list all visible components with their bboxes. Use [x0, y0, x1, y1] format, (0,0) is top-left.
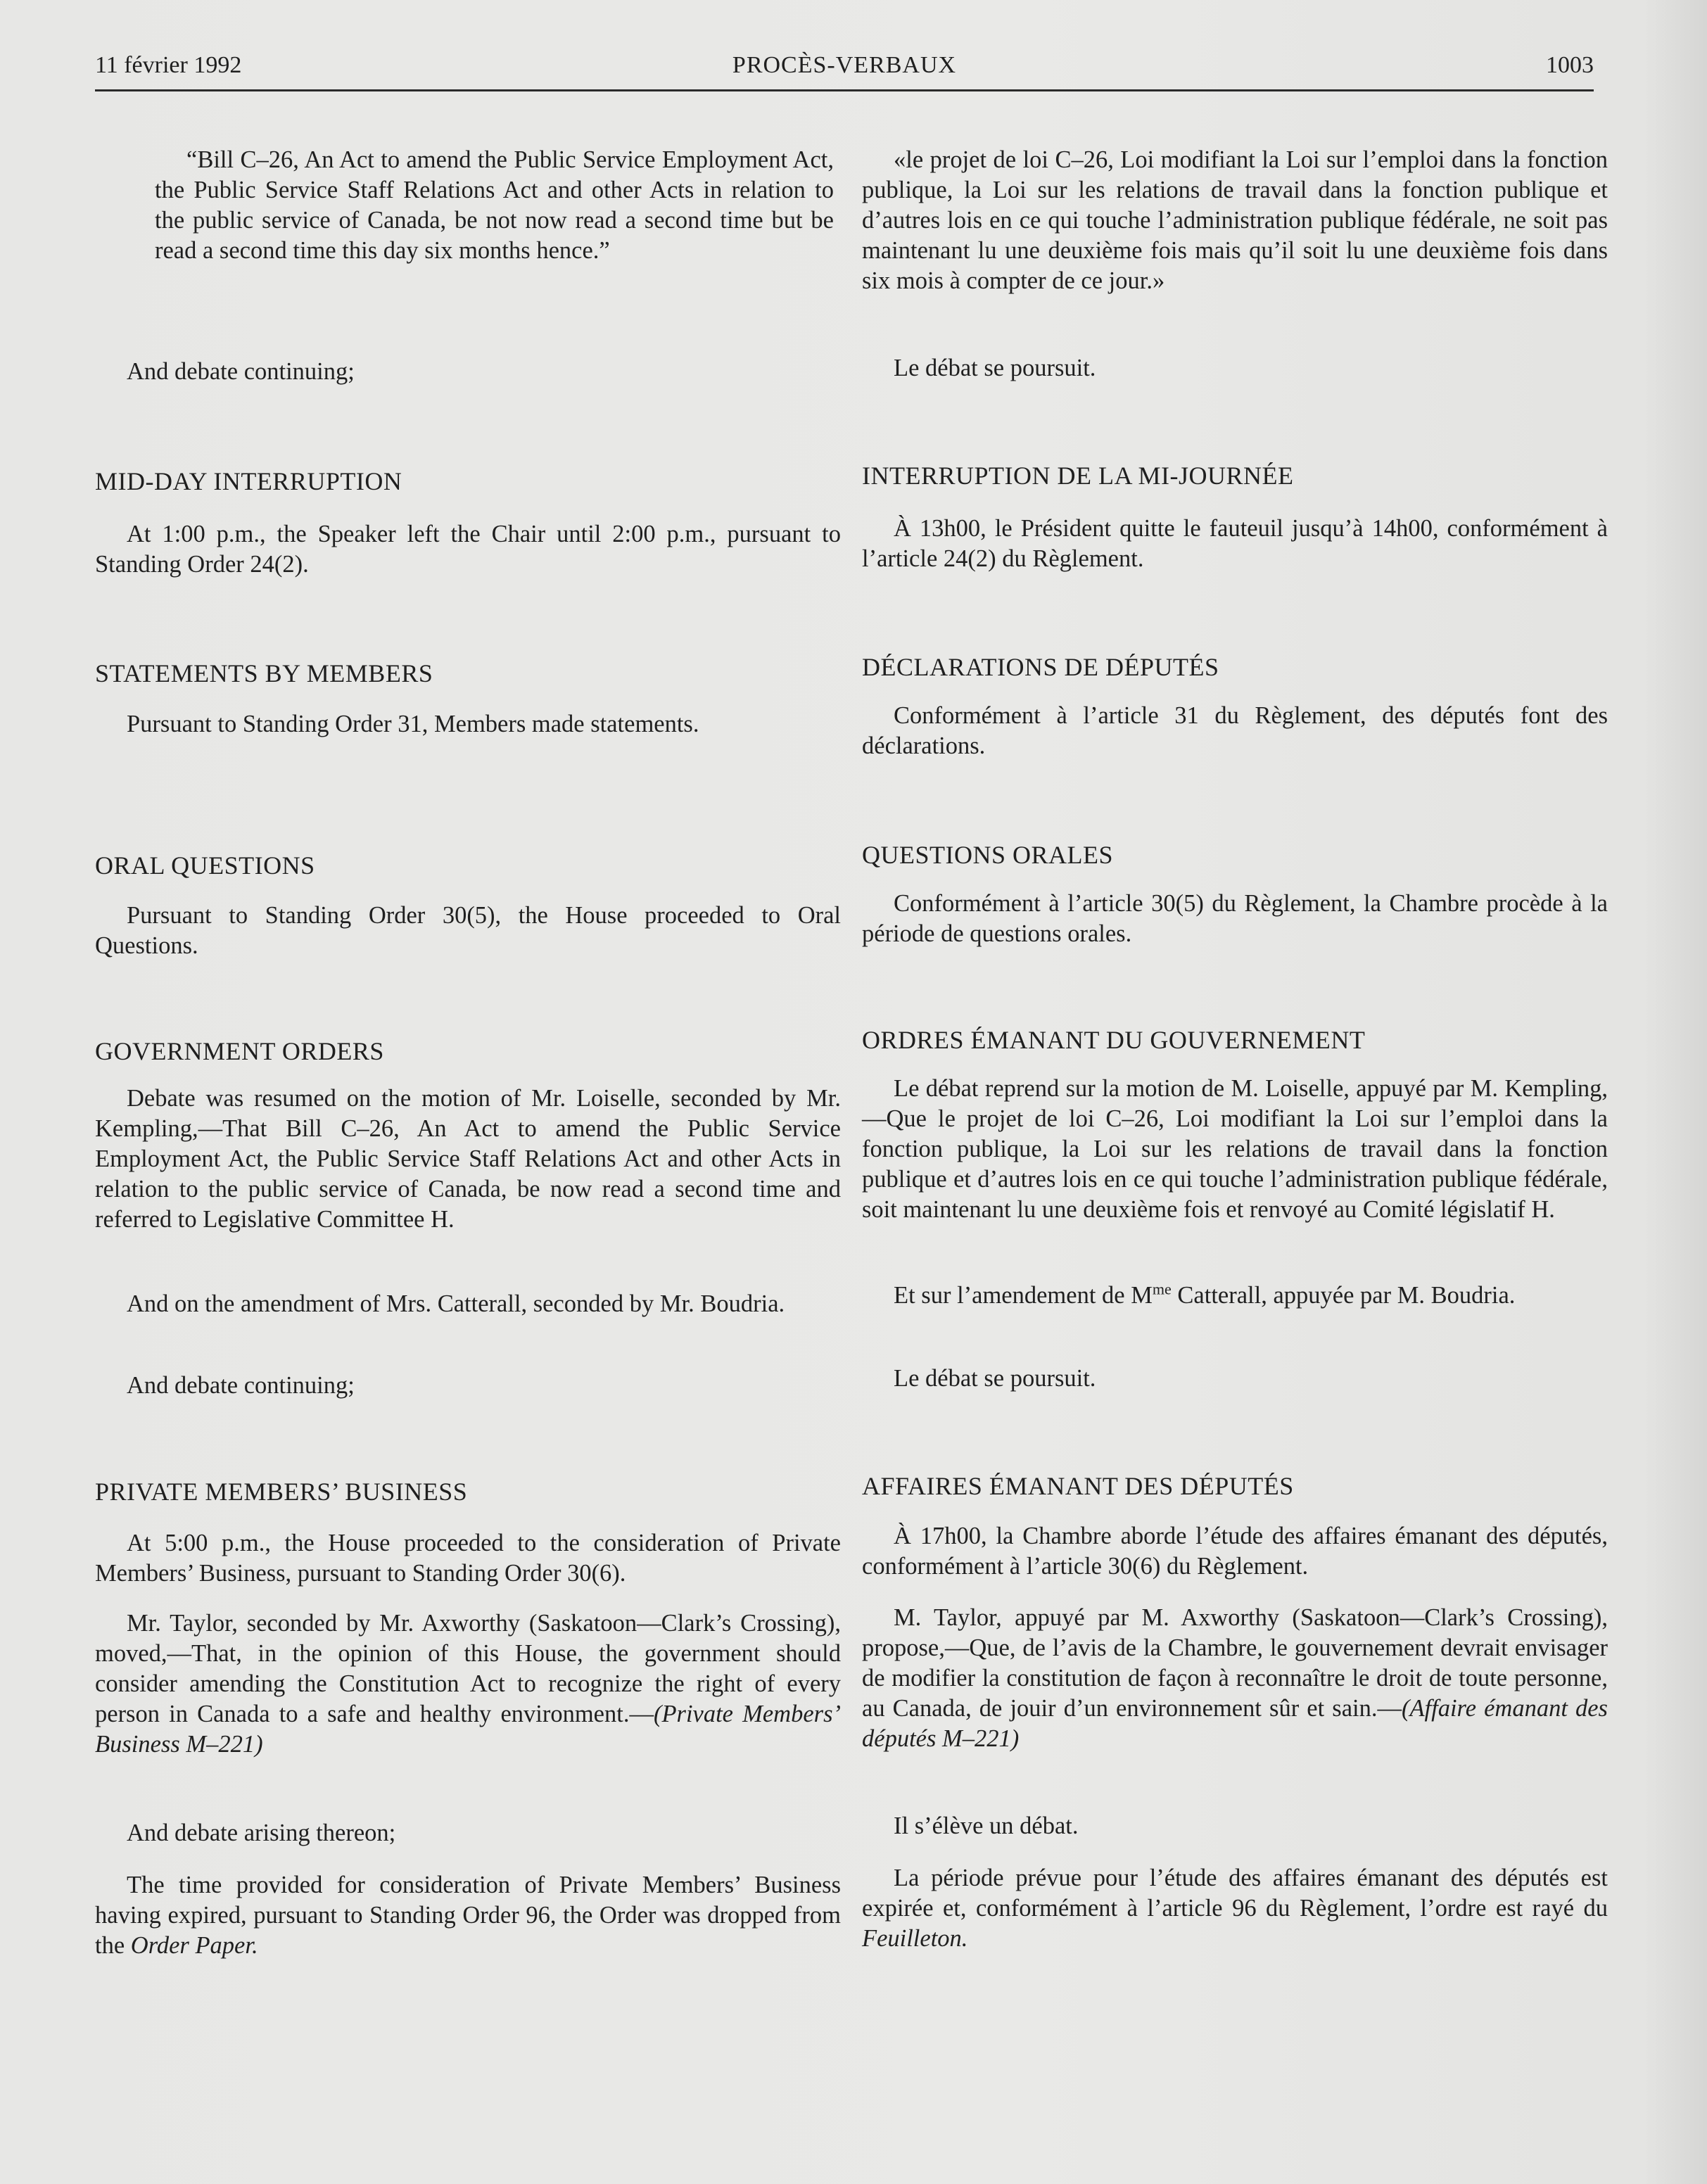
- heading-gov-en: GOVERNMENT ORDERS: [95, 1037, 384, 1065]
- heading-midday-fr: INTERRUPTION DE LA MI-JOURNÉE: [862, 462, 1294, 490]
- page-number: 1003: [1546, 52, 1594, 78]
- heading-pmb-fr: AFFAIRES ÉMANANT DES DÉPUTÉS: [862, 1472, 1294, 1500]
- expired-ref-fr: Feuilleton.: [862, 1925, 968, 1952]
- debate-continues-fr-1: Le débat se poursuit.: [894, 355, 1096, 381]
- midday-text-fr: À 13h00, le Président quitte le fauteuil jusqu’à 14h00, conformément à l’article 24(2) du Règlement.: [862, 515, 1608, 572]
- midday-text-en: At 1:00 p.m., the Speaker left the Chair until 2:00 p.m., pursuant to Standing Order 24(2).: [95, 521, 841, 578]
- taylor-motion-en: [95, 1608, 841, 1760]
- taylor-motion-text-en: Mr. Taylor, seconded by Mr. Axworthy (Saskatoon—Clark’s Crossing), moved,—That, in the opinion of this House, the government should consider amending the Constitution Act to recognize the right of every person in Canada to a safe and healthy environment.—: [95, 1610, 841, 1727]
- expired-text-body-fr: La période prévue pour l’étude des affaires émanant des députés est expirée et, conformément à l’article 96 du Règlement, l’ordre est rayé du: [862, 1865, 1608, 1922]
- heading-statements-en: STATEMENTS BY MEMBERS: [95, 659, 433, 687]
- debate-continues-fr-2: Le débat se poursuit.: [894, 1365, 1096, 1392]
- taylor-motion-ref-en: (Private Members’ Business M–221): [95, 1701, 842, 1758]
- taylor-motion-fr: [862, 1603, 1608, 1754]
- heading-midday-en: MID-DAY INTERRUPTION: [95, 467, 402, 495]
- heading-gov-fr: ORDRES ÉMANANT DU GOUVERNEMENT: [862, 1026, 1366, 1054]
- heading-statements-fr: DÉCLARATIONS DE DÉPUTÉS: [862, 653, 1219, 681]
- gov-text-en: Debate was resumed on the motion of Mr. Loiselle, seconded by Mr. Kempling,—That Bill C–26, An Act to amend the Public Service Employment Act, the Public Service Staff Relations Act and other Acts in relation to the public service of Canada, be now read a second time and referred to Legislative Committee H.: [95, 1085, 841, 1233]
- bill-quote-en: “Bill C–26, An Act to amend the Public Service Employment Act, the Public Service Staff Relations Act and other Acts in relation to the public service of Canada, be not now read a second time but be read a second time this day six months hence.”: [155, 146, 834, 264]
- taylor-motion-ref-fr: (Affaire émanant des députés M–221): [862, 1695, 1608, 1752]
- page-header: [95, 52, 1594, 94]
- expired-ref-en: Order Paper.: [130, 1932, 258, 1959]
- bill-quote-fr: «le projet de loi C–26, Loi modifiant la Loi sur l’emploi dans la fonction publique, la Loi sur les relations de travail dans la fonction publique et d’autres lois en ce qui touche l’administration publique fédérale, ne soit pas maintenant lu une deuxième fois mais qu’il soit lu une deuxième fois dans six mois à compter de ce jour.»: [862, 146, 1608, 294]
- amendment-text-en: And on the amendment of Mrs. Catterall, seconded by Mr. Boudria.: [127, 1290, 785, 1317]
- debate-arising-en: And debate arising thereon;: [127, 1820, 396, 1846]
- debate-continuing-en-1: And debate continuing;: [127, 358, 355, 385]
- debate-arising-fr: Il s’élève un débat.: [894, 1812, 1079, 1839]
- amendment-text-fr-after: Catterall, appuyée par M. Boudria.: [1171, 1282, 1516, 1309]
- pmb-text-fr: À 17h00, la Chambre aborde l’étude des affaires émanant des députés, conformément à l’article 30(6) du Règlement.: [862, 1523, 1608, 1580]
- header-title: PROCÈS-VERBAUX: [732, 52, 957, 78]
- heading-pmb-en: PRIVATE MEMBERS’ BUSINESS: [95, 1478, 468, 1506]
- header-rule: [95, 89, 1594, 91]
- gov-text-fr: Le débat reprend sur la motion de M. Loiselle, appuyé par M. Kempling,—Que le projet de loi C–26, Loi modifiant la Loi sur l’emploi dans la fonction publique, la Loi sur les relations de travail dans la fonction publique et d’autres lois en ce qui touche l’administration publique fédérale, soit maintenant lu une deuxième fois et renvoyé au Comité législatif H.: [862, 1075, 1608, 1223]
- statements-text-en: Pursuant to Standing Order 31, Members made statements.: [127, 711, 699, 737]
- header-date: 11 février 1992: [95, 52, 242, 78]
- statements-text-fr: Conformément à l’article 31 du Règlement, des députés font des déclarations.: [862, 702, 1608, 759]
- taylor-motion-text-fr: M. Taylor, appuyé par M. Axworthy (Saskatoon—Clark’s Crossing), propose,—Que, de l’avis de la Chambre, le gouvernement devrait envisager de modifier la constitution de façon à reconnaître le droit de toute personne, au Canada, de jouir d’un environnement sûr et sain.—: [862, 1604, 1608, 1722]
- debate-continuing-en-2: And debate continuing;: [127, 1372, 355, 1399]
- heading-oral-en: ORAL QUESTIONS: [95, 851, 315, 880]
- heading-oral-fr: QUESTIONS ORALES: [862, 841, 1114, 869]
- amendment-text-fr-before: Et sur l’amendement de M: [894, 1282, 1153, 1309]
- expired-text-fr: [862, 1863, 1608, 1954]
- expired-text-body-en: The time provided for consideration of Private Members’ Business having expired, pursuant to Standing Order 96, the Order was dropped from the: [95, 1872, 841, 1959]
- amendment-text-fr: [862, 1281, 1608, 1311]
- oral-text-en: Pursuant to Standing Order 30(5), the House proceeded to Oral Questions.: [95, 902, 841, 959]
- oral-text-fr: Conformément à l’article 30(5) du Règlement, la Chambre procède à la période de questions orales.: [862, 890, 1608, 947]
- binding-shadow: [1644, 0, 1707, 2184]
- amendment-text-fr-sup: me: [1152, 1280, 1172, 1298]
- pmb-text-en: At 5:00 p.m., the House proceeded to the consideration of Private Members’ Business, pursuant to Standing Order 30(6).: [95, 1530, 841, 1587]
- expired-text-en: [95, 1870, 841, 1961]
